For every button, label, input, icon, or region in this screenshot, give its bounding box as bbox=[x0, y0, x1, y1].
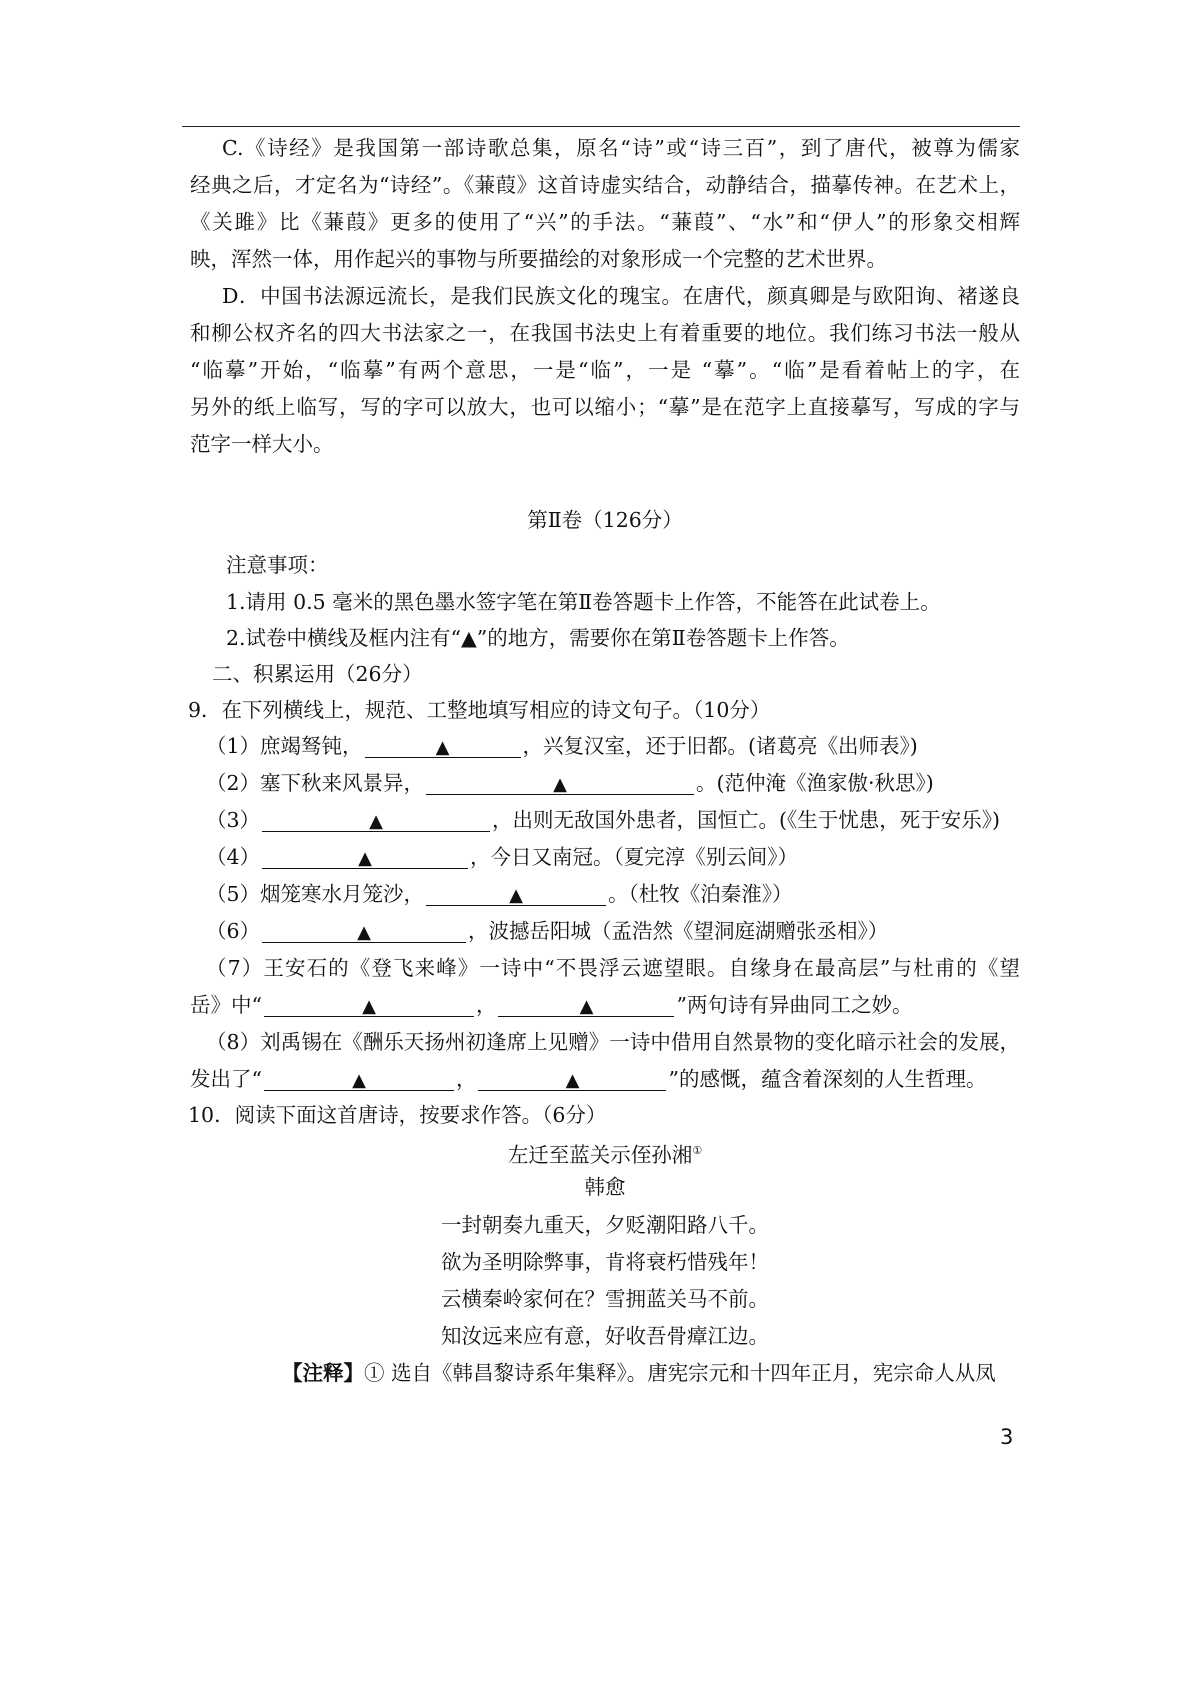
part-2-heading: 二、积累运用（26分） bbox=[212, 662, 423, 686]
poem-line-4: 知汝远来应有意，好收吾骨瘴江边。 bbox=[441, 1324, 769, 1348]
answer-blank bbox=[264, 1066, 454, 1091]
q9-item-8-line-2 bbox=[190, 1064, 986, 1094]
q9-4-suffix: ，今日又南冠。（夏完淳《别云间》） bbox=[470, 845, 799, 869]
poem-line-2: 欲为圣明除弊事，肯将衰朽惜残年！ bbox=[441, 1250, 769, 1274]
q9-item-4 bbox=[206, 842, 798, 872]
q9-1-prefix: （1）庶竭驽钝， bbox=[206, 734, 363, 758]
q9-6-prefix: （6） bbox=[206, 919, 261, 943]
triangle-icon: ▲ bbox=[509, 885, 523, 906]
para-d-line-3: “临摹”开始，“临摹”有两个意思，一是“临”，一是 “摹”。“临”是看着帖上的字，在 bbox=[190, 358, 1020, 382]
answer-blank bbox=[262, 807, 490, 832]
triangle-icon: ▲ bbox=[553, 774, 567, 795]
q9-item-5 bbox=[206, 879, 793, 909]
answer-blank bbox=[498, 992, 674, 1017]
q9-item-6 bbox=[206, 916, 888, 946]
q9-2-suffix: 。(范仲淹《渔家傲·秋思》) bbox=[696, 771, 934, 795]
para-d-line-1: D．中国书法源远流长，是我们民族文化的瑰宝。在唐代，颜真卿是与欧阳询、褚遂良 bbox=[222, 284, 1020, 308]
annotation-label: 【注释】 bbox=[282, 1361, 364, 1385]
para-c-line-1: C.《诗经》是我国第一部诗歌总集，原名“诗”或“诗三百”，到了唐代，被尊为儒家 bbox=[222, 136, 1020, 160]
q9-7-separator: ， bbox=[475, 993, 497, 1017]
notice-item-2: 2.试卷中横线及框内注有“▲”的地方，需要你在第Ⅱ卷答题卡上作答。 bbox=[226, 626, 850, 650]
q9-7-prefix: 岳》中“ bbox=[190, 993, 262, 1017]
q9-item-7-line-2 bbox=[190, 990, 912, 1020]
annotation-text: ① 选自《韩昌黎诗系年集释》。唐宪宗元和十四年正月，宪宗命人从凤 bbox=[364, 1361, 996, 1385]
page-number: 3 bbox=[1000, 1425, 1014, 1449]
q9-item-8-line-1: （8）刘禹锡在《酬乐天扬州初逢席上见赠》一诗中借用自然景物的变化暗示社会的发展， bbox=[206, 1030, 1020, 1054]
answer-blank bbox=[426, 881, 606, 906]
answer-blank bbox=[262, 844, 468, 869]
q9-item-2 bbox=[206, 768, 934, 798]
question-9: 9．在下列横线上，规范、工整地填写相应的诗文句子。（10分） bbox=[188, 698, 771, 722]
q9-item-3 bbox=[206, 805, 1000, 835]
q9-3-prefix: （3） bbox=[206, 808, 261, 832]
q9-3-suffix: ，出则无敌国外患者，国恒亡。(《生于忧患，死于安乐》) bbox=[492, 808, 1001, 832]
para-c-line-4: 映，浑然一体，用作起兴的事物与所要描绘的对象形成一个完整的艺术世界。 bbox=[190, 247, 887, 271]
para-d-line-2: 和柳公权齐名的四大书法家之一，在我国书法史上有着重要的地位。我们练习书法一般从 bbox=[190, 321, 1020, 345]
triangle-icon: ▲ bbox=[358, 848, 372, 869]
section-title: 第Ⅱ卷（126分） bbox=[527, 508, 683, 532]
triangle-icon: ▲ bbox=[435, 737, 450, 758]
question-10: 10．阅读下面这首唐诗，按要求作答。（6分） bbox=[188, 1103, 607, 1127]
poem-title-text: 左迁至蓝关示侄孙湘 bbox=[507, 1142, 693, 1167]
q9-4-prefix: （4） bbox=[206, 845, 261, 869]
triangle-icon: ▲ bbox=[579, 996, 594, 1017]
answer-blank bbox=[478, 1066, 666, 1091]
q9-6-suffix: ，波撼岳阳城（孟浩然《望洞庭湖赠张丞相》） bbox=[468, 919, 889, 943]
poem-line-3: 云横秦岭家何在？雪拥蓝关马不前。 bbox=[441, 1287, 769, 1311]
poem-annotation bbox=[282, 1358, 1020, 1388]
notice-item-1: 1.请用 0.5 毫米的黑色墨水签字笔在第Ⅱ卷答题卡上作答，不能答在此试卷上。 bbox=[226, 590, 941, 614]
poem-author: 韩愈 bbox=[584, 1175, 626, 1199]
para-c-line-2: 经典之后，才定名为“诗经”。《蒹葭》这首诗虚实结合，动静结合，描摹传神。在艺术上， bbox=[190, 173, 1020, 197]
q9-8-separator: ， bbox=[455, 1067, 477, 1091]
poem-note-mark: ① bbox=[692, 1144, 703, 1157]
para-c-line-3: 《关雎》比《蒹葭》更多的使用了“兴”的手法。“蒹葭”、“水”和“伊人”的形象交相辉 bbox=[190, 210, 1020, 234]
notice-title: 注意事项： bbox=[226, 553, 329, 577]
q9-8-suffix: ”的感慨，蕴含着深刻的人生哲理。 bbox=[668, 1067, 987, 1091]
answer-blank bbox=[262, 918, 466, 943]
q9-item-7-line-1: （7）王安石的《登飞来峰》一诗中“不畏浮云遮望眼。自缘身在最高层”与杜甫的《望 bbox=[206, 956, 1020, 980]
answer-blank bbox=[264, 992, 474, 1017]
q9-8-prefix: 发出了“ bbox=[190, 1067, 262, 1091]
para-d-line-4: 另外的纸上临写，写的字可以放大，也可以缩小；“摹”是在范字上直接摹写，写成的字与 bbox=[190, 395, 1020, 419]
q9-1-suffix: ，兴复汉室，还于旧都。(诸葛亮《出师表》) bbox=[522, 734, 918, 758]
q9-item-1 bbox=[206, 731, 918, 761]
answer-blank bbox=[365, 733, 521, 758]
triangle-icon: ▲ bbox=[357, 922, 371, 943]
para-d-line-5: 范字一样大小。 bbox=[190, 432, 334, 456]
triangle-icon: ▲ bbox=[362, 996, 376, 1017]
q9-7-suffix: ”两句诗有异曲同工之妙。 bbox=[676, 993, 913, 1017]
answer-blank bbox=[426, 770, 694, 795]
poem-line-1: 一封朝奏九重天，夕贬潮阳路八千。 bbox=[441, 1213, 769, 1237]
q9-2-prefix: （2）塞下秋来风景异， bbox=[206, 771, 425, 795]
q9-5-suffix: 。（杜牧《泊秦淮》） bbox=[608, 882, 793, 906]
q9-5-prefix: （5）烟笼寒水月笼沙， bbox=[206, 882, 425, 906]
header-rule bbox=[182, 126, 1020, 127]
triangle-icon: ▲ bbox=[369, 811, 383, 832]
triangle-icon: ▲ bbox=[352, 1070, 366, 1091]
triangle-icon: ▲ bbox=[565, 1070, 580, 1091]
poem-title bbox=[190, 1136, 1020, 1170]
